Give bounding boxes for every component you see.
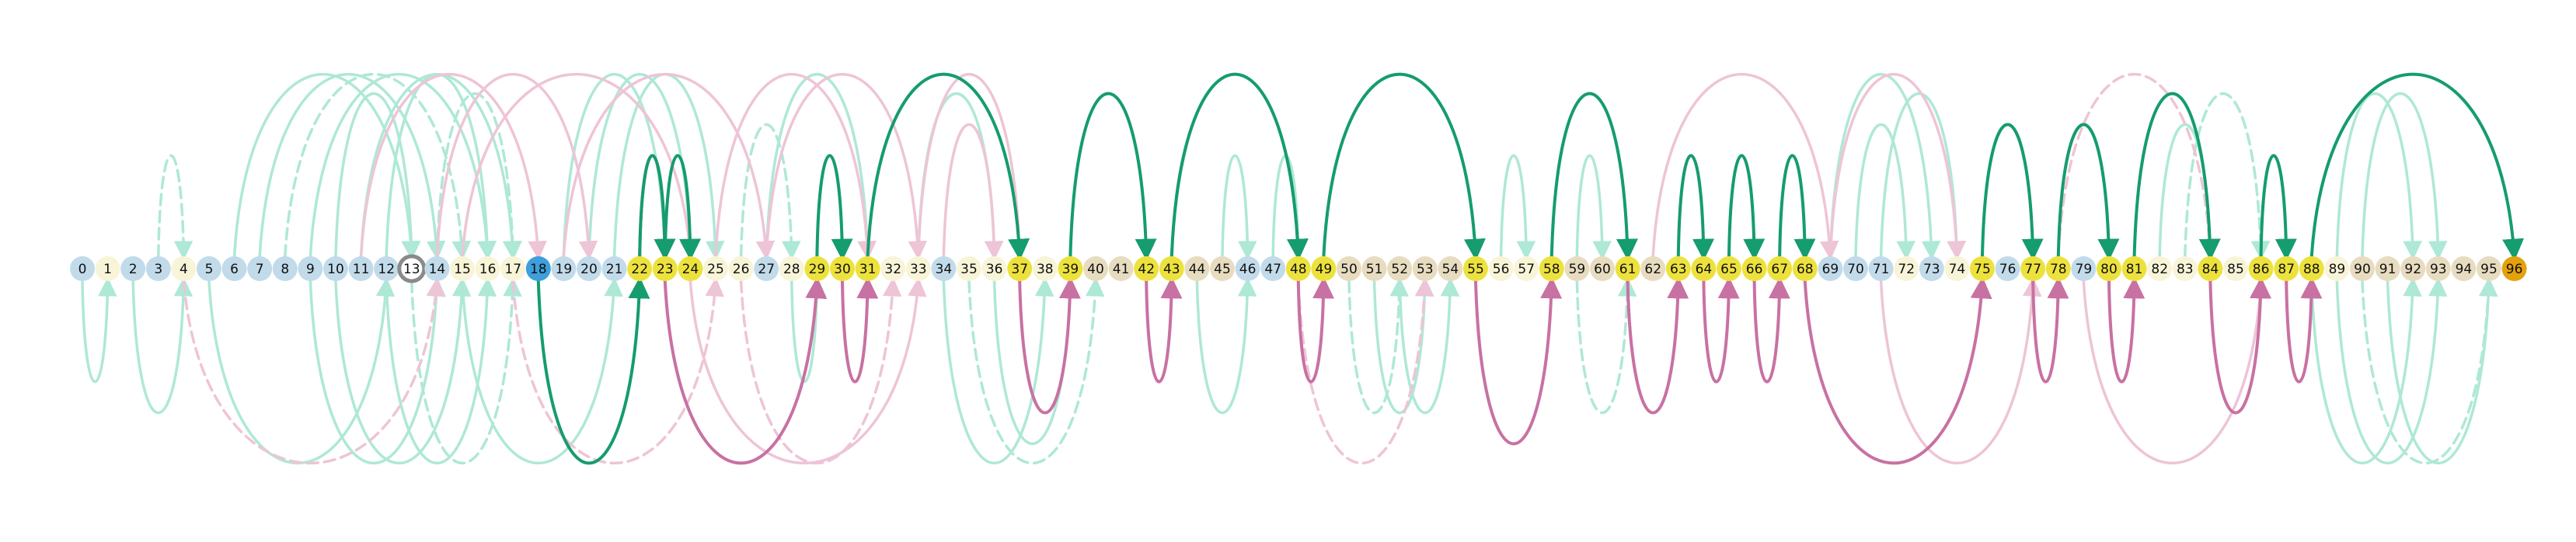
pink-arc-87-88: [2286, 281, 2312, 382]
faint-green-arc-2-4: [133, 281, 183, 413]
green-arc-49-55: [1323, 75, 1476, 256]
node-52: [1387, 256, 1412, 281]
node-54: [1438, 256, 1462, 281]
node-label-25: 25: [707, 262, 724, 277]
node-44: [1184, 256, 1209, 281]
node-61: [1616, 256, 1640, 281]
pink-arc-61-63: [1628, 281, 1678, 413]
node-36: [982, 256, 1007, 281]
node-37: [1007, 256, 1032, 281]
green-arc-81-84: [2135, 94, 2211, 256]
faint-pink-arc-34-36: [943, 124, 994, 256]
node-69: [1818, 256, 1842, 281]
node-79: [2071, 256, 2096, 281]
faint-green-arc-83-86: [2185, 94, 2261, 256]
node-95: [2477, 256, 2501, 281]
node-label-80: 80: [2100, 262, 2118, 277]
node-label-84: 84: [2201, 262, 2219, 277]
node-94: [2451, 256, 2476, 281]
node-label-1: 1: [103, 262, 113, 277]
node-label-16: 16: [479, 262, 497, 277]
node-label-36: 36: [985, 262, 1003, 277]
pink-arc-42-43: [1146, 281, 1172, 382]
node-2: [120, 256, 145, 281]
node-31: [856, 256, 880, 281]
node-label-73: 73: [1922, 262, 1940, 277]
node-17: [500, 256, 525, 281]
node-88: [2299, 256, 2324, 281]
node-6: [222, 256, 247, 281]
pink-arc-77-78: [2033, 281, 2058, 382]
pink-arc-80-81: [2109, 281, 2135, 382]
node-24: [678, 256, 702, 281]
node-label-38: 38: [1036, 262, 1054, 277]
node-72: [1894, 256, 1919, 281]
faint-green-arc-56-57: [1501, 155, 1527, 256]
node-38: [1033, 256, 1058, 281]
nodes-layer: [70, 256, 2527, 281]
node-16: [476, 256, 500, 281]
node-75: [1970, 256, 1995, 281]
node-12: [374, 256, 399, 281]
node-label-4: 4: [179, 262, 188, 277]
node-23: [653, 256, 678, 281]
node-90: [2350, 256, 2375, 281]
node-73: [1919, 256, 1944, 281]
node-14: [424, 256, 449, 281]
node-label-40: 40: [1087, 262, 1104, 277]
node-label-50: 50: [1340, 262, 1358, 277]
faint-green-arc-59-60: [1577, 155, 1602, 256]
node-label-54: 54: [1441, 262, 1459, 277]
node-label-75: 75: [1974, 262, 1991, 277]
faint-green-arc-33-36: [919, 94, 995, 256]
node-46: [1236, 256, 1260, 281]
node-label-66: 66: [1745, 262, 1763, 277]
node-label-57: 57: [1518, 262, 1535, 277]
node-label-59: 59: [1568, 262, 1586, 277]
node-65: [1717, 256, 1741, 281]
node-84: [2198, 256, 2222, 281]
node-label-83: 83: [2176, 262, 2194, 277]
node-label-87: 87: [2278, 262, 2295, 277]
node-22: [627, 256, 652, 281]
green-arc-39-42: [1070, 94, 1146, 256]
node-3: [146, 256, 171, 281]
node-label-14: 14: [428, 262, 446, 277]
node-label-96: 96: [2505, 262, 2523, 277]
node-label-7: 7: [255, 262, 264, 277]
node-label-20: 20: [580, 262, 598, 277]
node-62: [1640, 256, 1665, 281]
node-label-6: 6: [230, 262, 239, 277]
green-arc-58-61: [1552, 94, 1628, 256]
node-59: [1564, 256, 1589, 281]
node-label-62: 62: [1644, 262, 1662, 277]
node-70: [1843, 256, 1868, 281]
node-label-65: 65: [1720, 262, 1738, 277]
node-label-28: 28: [783, 262, 800, 277]
node-label-93: 93: [2429, 262, 2447, 277]
node-77: [2020, 256, 2045, 281]
node-30: [830, 256, 855, 281]
node-label-63: 63: [1669, 262, 1687, 277]
node-64: [1691, 256, 1716, 281]
node-label-21: 21: [605, 262, 623, 277]
node-label-35: 35: [960, 262, 978, 277]
node-label-77: 77: [2024, 262, 2042, 277]
node-label-43: 43: [1163, 262, 1180, 277]
pink-arc-64-65: [1703, 281, 1729, 382]
faint-green-arc-71-74: [1881, 94, 1957, 256]
node-label-3: 3: [154, 262, 163, 277]
faint-green-arc-10-15: [336, 281, 462, 463]
node-20: [577, 256, 601, 281]
node-label-5: 5: [204, 262, 214, 277]
node-label-24: 24: [681, 262, 699, 277]
node-label-39: 39: [1061, 262, 1079, 277]
node-9: [298, 256, 322, 281]
node-label-32: 32: [884, 262, 902, 277]
node-87: [2274, 256, 2299, 281]
faint-green-arc-35-40: [969, 281, 1096, 463]
node-label-69: 69: [1821, 262, 1839, 277]
faint-green-arc-90-93: [2362, 94, 2438, 256]
node-8: [273, 256, 298, 281]
node-label-60: 60: [1594, 262, 1611, 277]
node-80: [2097, 256, 2121, 281]
node-label-64: 64: [1695, 262, 1713, 277]
node-label-72: 72: [1898, 262, 1915, 277]
node-label-89: 89: [2328, 262, 2346, 277]
node-53: [1413, 256, 1438, 281]
node-85: [2223, 256, 2248, 281]
node-label-11: 11: [352, 262, 370, 277]
pink-arc-30-31: [842, 281, 868, 382]
faint-pink-arc-69-74: [1830, 75, 1957, 256]
node-7: [247, 256, 272, 281]
node-10: [323, 256, 348, 281]
node-48: [1286, 256, 1311, 281]
node-15: [450, 256, 475, 281]
node-13: [399, 256, 424, 281]
node-label-48: 48: [1289, 262, 1307, 277]
node-18: [526, 256, 551, 281]
faint-green-arc-90-95: [2362, 281, 2489, 463]
node-67: [1767, 256, 1792, 281]
node-label-37: 37: [1011, 262, 1029, 277]
node-label-55: 55: [1467, 262, 1484, 277]
node-label-95: 95: [2480, 262, 2498, 277]
node-label-17: 17: [504, 262, 522, 277]
node-label-13: 13: [403, 262, 420, 277]
node-label-78: 78: [2049, 262, 2067, 277]
green-arc-75-77: [1982, 124, 2033, 256]
node-label-42: 42: [1138, 262, 1156, 277]
node-label-58: 58: [1542, 262, 1560, 277]
node-1: [96, 256, 120, 281]
node-47: [1260, 256, 1285, 281]
node-55: [1463, 256, 1488, 281]
node-label-86: 86: [2252, 262, 2270, 277]
faint-pink-arc-71-77: [1881, 281, 2034, 463]
node-label-19: 19: [555, 262, 573, 277]
node-26: [729, 256, 754, 281]
node-56: [1489, 256, 1514, 281]
node-81: [2122, 256, 2147, 281]
node-label-22: 22: [631, 262, 649, 277]
node-label-90: 90: [2354, 262, 2371, 277]
pink-arc-66-67: [1755, 281, 1780, 382]
node-68: [1793, 256, 1818, 281]
node-label-91: 91: [2379, 262, 2396, 277]
node-label-0: 0: [78, 262, 87, 277]
node-label-52: 52: [1391, 262, 1409, 277]
node-96: [2502, 256, 2527, 281]
node-label-10: 10: [327, 262, 344, 277]
node-label-8: 8: [281, 262, 290, 277]
node-27: [754, 256, 779, 281]
node-60: [1590, 256, 1615, 281]
node-label-26: 26: [732, 262, 750, 277]
node-83: [2173, 256, 2198, 281]
node-93: [2426, 256, 2451, 281]
node-label-33: 33: [909, 262, 927, 277]
node-19: [551, 256, 576, 281]
faint-green-arc-44-46: [1197, 281, 1247, 413]
node-71: [1869, 256, 1894, 281]
node-40: [1083, 256, 1108, 281]
node-label-12: 12: [378, 262, 396, 277]
pink-arc-23-29: [665, 281, 817, 463]
node-45: [1210, 256, 1235, 281]
node-91: [2376, 256, 2400, 281]
green-arc-67-68: [1779, 155, 1805, 256]
node-32: [880, 256, 905, 281]
node-label-51: 51: [1365, 262, 1383, 277]
node-label-71: 71: [1872, 262, 1890, 277]
green-arc-65-66: [1729, 155, 1755, 256]
node-label-76: 76: [1999, 262, 2017, 277]
green-arc-86-87: [2261, 155, 2287, 256]
node-label-82: 82: [2151, 262, 2169, 277]
node-label-61: 61: [1619, 262, 1637, 277]
node-63: [1666, 256, 1691, 281]
node-21: [602, 256, 627, 281]
node-label-49: 49: [1315, 262, 1333, 277]
faint-green-arc-59-61: [1577, 281, 1627, 413]
node-28: [779, 256, 804, 281]
pink-arc-55-58: [1476, 281, 1552, 443]
node-57: [1514, 256, 1539, 281]
node-label-46: 46: [1239, 262, 1257, 277]
node-label-56: 56: [1492, 262, 1510, 277]
node-label-79: 79: [2075, 262, 2093, 277]
node-35: [957, 256, 981, 281]
node-92: [2400, 256, 2425, 281]
node-label-67: 67: [1771, 262, 1789, 277]
node-66: [1742, 256, 1767, 281]
node-label-74: 74: [1948, 262, 1966, 277]
node-43: [1159, 256, 1184, 281]
faint-green-arc-45-46: [1222, 155, 1248, 256]
node-label-15: 15: [454, 262, 471, 277]
node-label-85: 85: [2227, 262, 2244, 277]
node-5: [197, 256, 221, 281]
node-label-88: 88: [2302, 262, 2320, 277]
node-39: [1058, 256, 1082, 281]
node-label-47: 47: [1264, 262, 1282, 277]
faint-green-arc-0-1: [82, 281, 108, 382]
node-label-27: 27: [758, 262, 776, 277]
node-label-34: 34: [935, 262, 953, 277]
node-51: [1362, 256, 1387, 281]
node-58: [1539, 256, 1564, 281]
node-label-2: 2: [128, 262, 138, 277]
node-label-41: 41: [1112, 262, 1130, 277]
node-label-9: 9: [305, 262, 315, 277]
node-label-31: 31: [859, 262, 877, 277]
node-11: [349, 256, 374, 281]
node-34: [931, 256, 956, 281]
green-arc-63-64: [1678, 155, 1704, 256]
node-label-45: 45: [1214, 262, 1231, 277]
node-label-92: 92: [2404, 262, 2422, 277]
node-33: [906, 256, 931, 281]
node-89: [2324, 256, 2349, 281]
node-29: [804, 256, 829, 281]
node-label-23: 23: [656, 262, 674, 277]
node-4: [171, 256, 196, 281]
node-label-18: 18: [529, 262, 547, 277]
faint-green-arc-36-39: [995, 281, 1071, 443]
node-50: [1337, 256, 1361, 281]
node-42: [1134, 256, 1159, 281]
green-arc-78-80: [2058, 124, 2109, 256]
node-78: [2046, 256, 2071, 281]
node-label-94: 94: [2455, 262, 2473, 277]
node-74: [1944, 256, 1969, 281]
faint-green-arc-5-12: [209, 281, 386, 463]
faint-green-arc-3-4: [159, 155, 184, 256]
node-25: [703, 256, 728, 281]
green-arc-18-22: [539, 281, 640, 463]
green-arc-29-30: [817, 155, 842, 256]
node-label-68: 68: [1796, 262, 1814, 277]
node-49: [1311, 256, 1336, 281]
node-label-44: 44: [1188, 262, 1206, 277]
node-label-29: 29: [808, 262, 826, 277]
node-label-70: 70: [1847, 262, 1864, 277]
node-label-30: 30: [834, 262, 851, 277]
node-41: [1109, 256, 1134, 281]
node-76: [1996, 256, 2020, 281]
node-label-81: 81: [2125, 262, 2143, 277]
node-0: [70, 256, 95, 281]
node-label-53: 53: [1416, 262, 1434, 277]
node-86: [2249, 256, 2274, 281]
node-82: [2147, 256, 2172, 281]
